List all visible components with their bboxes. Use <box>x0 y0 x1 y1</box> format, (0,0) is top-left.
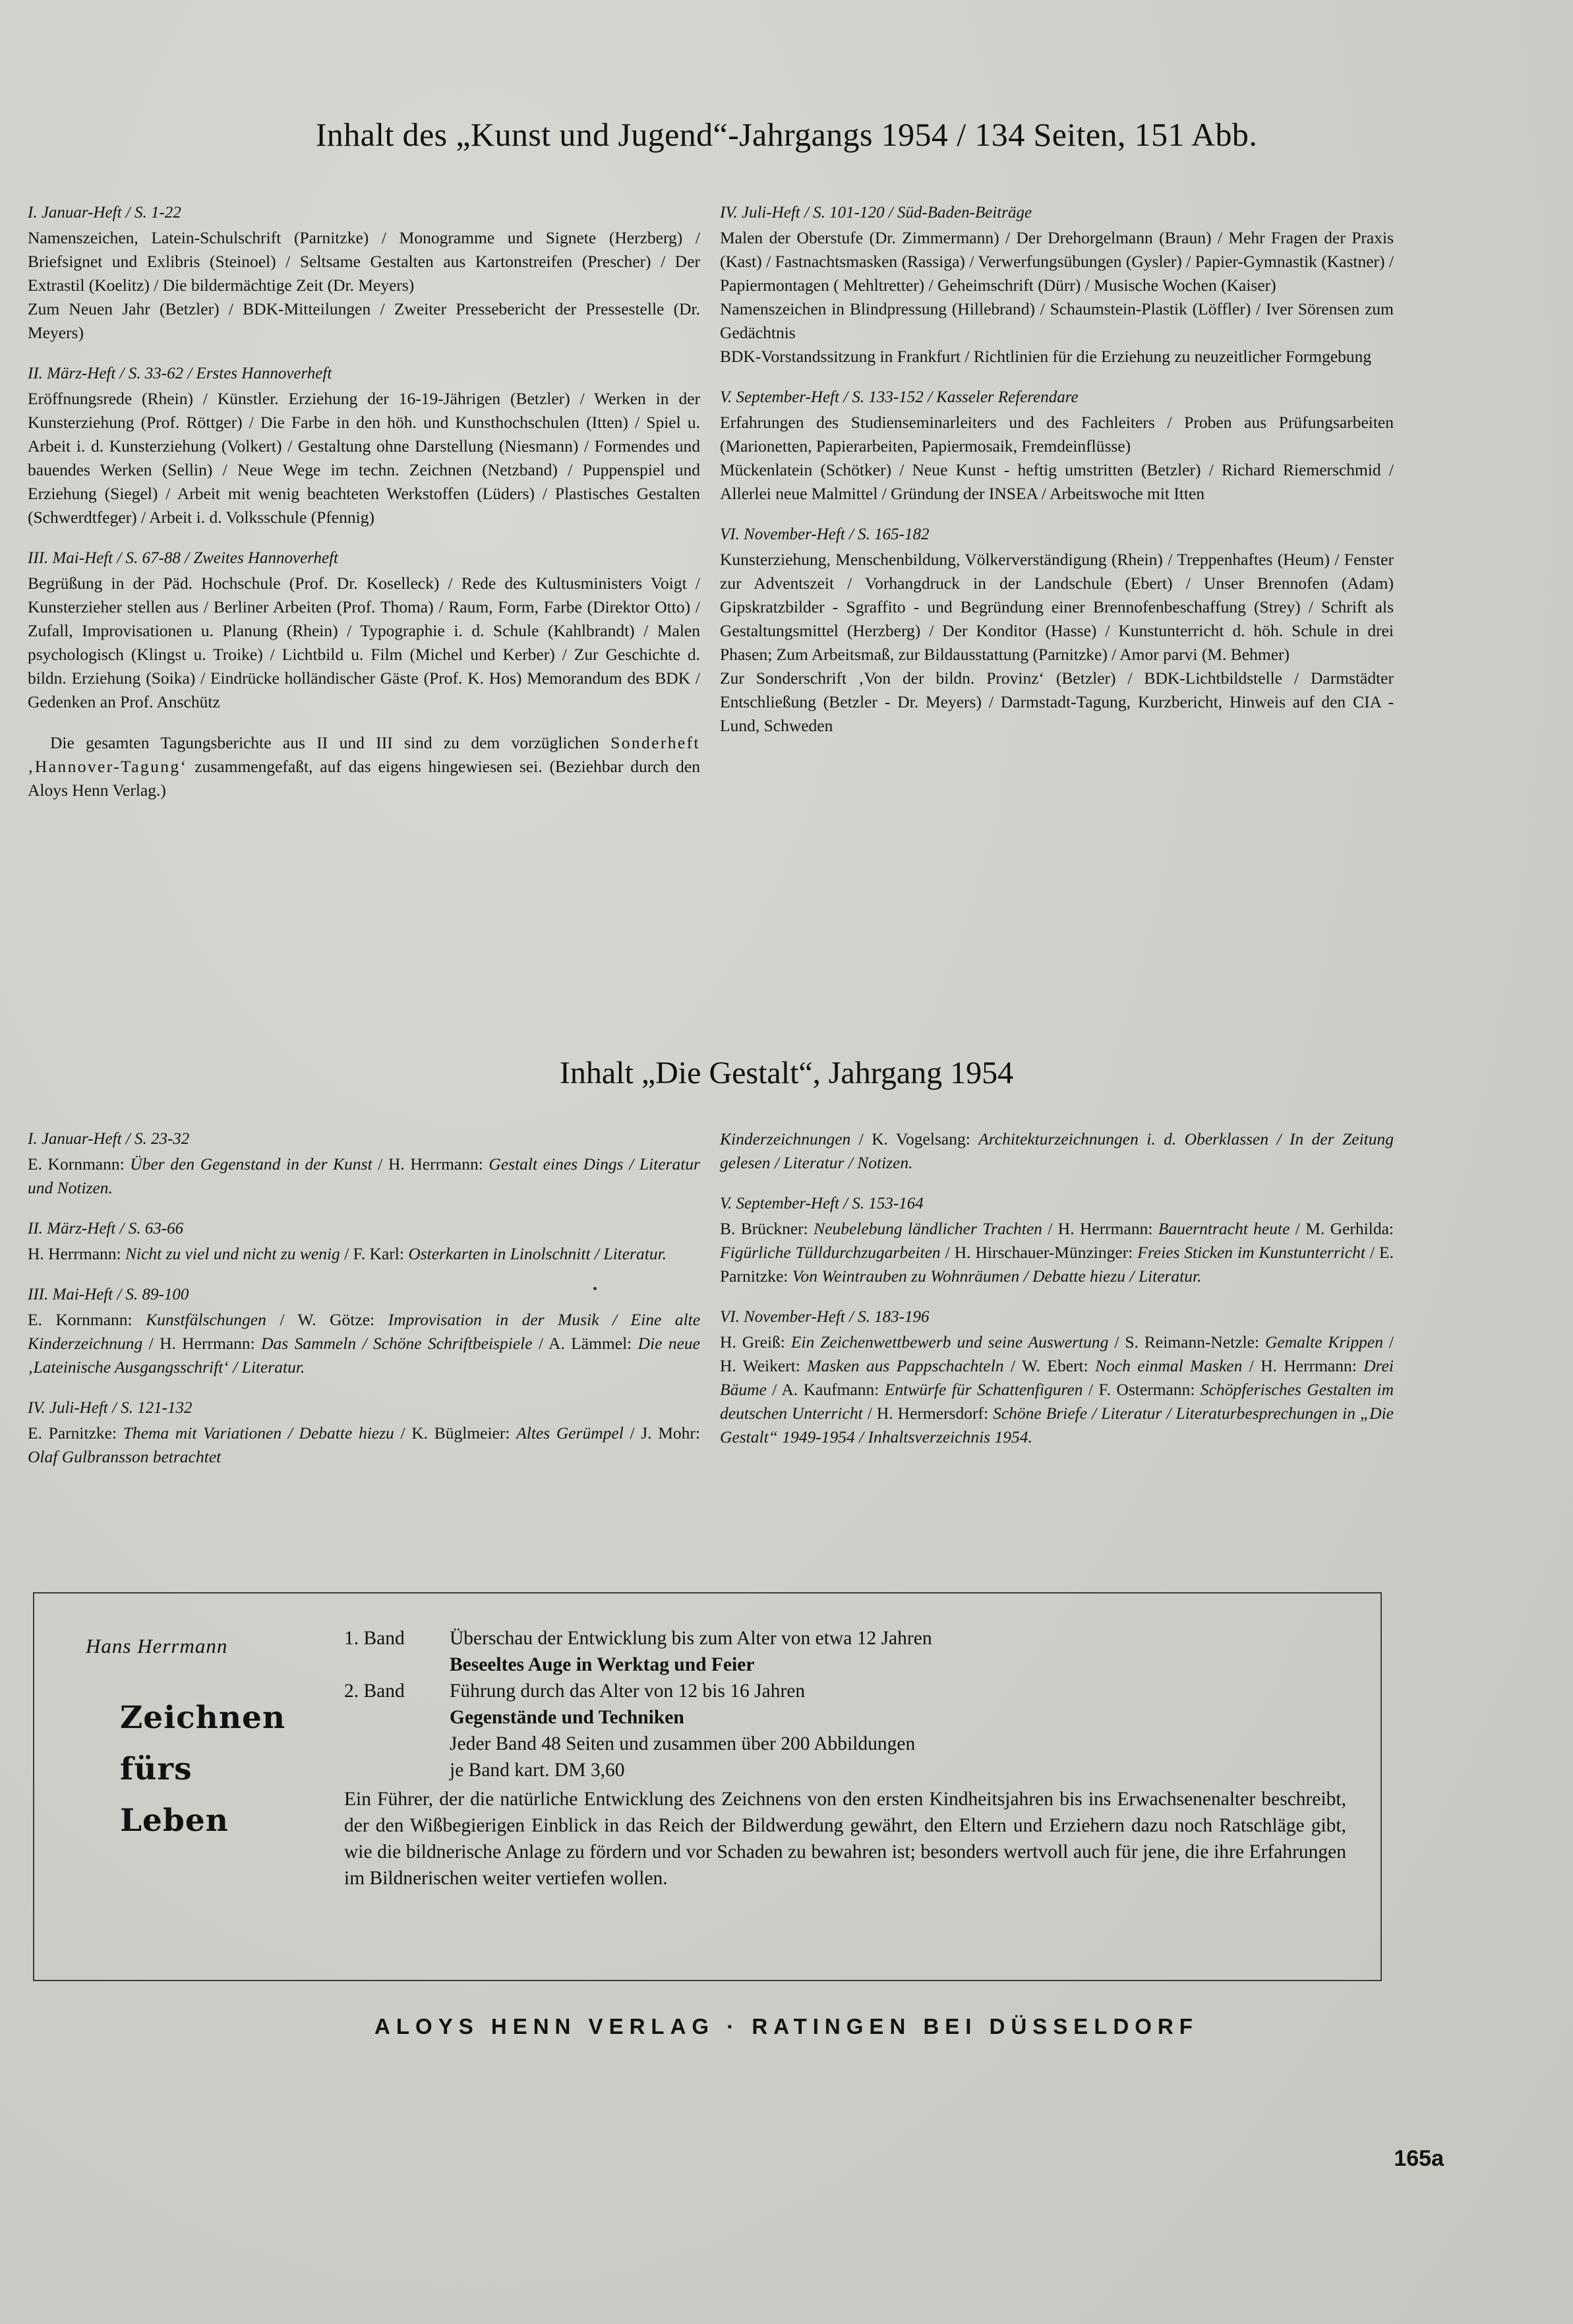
gestalt-right-text-run: / H. Weikert: <box>720 1332 1394 1375</box>
kuj-right-text: Malen der Oberstufe (Dr. Zimmermann) / Der Drehorgelmann (Braun) / Mehr Fragen der Praxis (Kast) / Fastnachtsmasken (Rassiga) / Verwerfungsübungen (Gysler) / Papier-Gymnastik (Kastner) / Papiermontagen ( Mehltretter) / Geheimschrift (Dürr) / Musische Wochen (Kaiser) <box>720 228 1394 295</box>
kuj-left-note-tail: zusammengefaßt, auf das eigens hingewiesen sei. (Beziehbar durch den Aloys Henn Verlag.) <box>28 757 700 800</box>
ad-volume-2-text: Führung durch das Alter von 12 bis 16 Jahren <box>450 1681 806 1702</box>
gestalt-right-text-run: Neubelebung ländlicher Trachten <box>814 1219 1048 1238</box>
kuj-left-text: Zum Neuen Jahr (Betzler) / BDK-Mitteilungen / Zweiter Pressebericht der Pressestelle (Dr. Meyers) <box>28 299 700 342</box>
kuj-right-text: Kunsterziehung, Menschenbildung, Völkerverständigung (Rhein) / Treppenhaftes (Heum) / Fenster zur Adventszeit / Vorhangdruck in der Landschule (Ebert) / Unser Brennofen (Adam) Gipskratzbilder - Sgraffito - und Begründung einer Brennofenbeschaffung (Strey) / Schrift als Gestaltungsmittel (Herzberg) / Der Konditor (Hasse) / Kunstunterricht d. höh. Schule in drei Phasen; Zum Arbeitsmaß, zur Bildausstattung (Parnitzke) / Amor parvi (M. Behmer) <box>720 550 1394 664</box>
gestalt-right-text-run: / M. Gerhilda: <box>1295 1219 1394 1238</box>
ad-volume-1-subtitle: Beseeltes Auge in Werktag und Feier <box>450 1654 755 1675</box>
gestalt-right-text-run: Freies Sticken im Kunstunterricht <box>1137 1243 1370 1262</box>
gestalt-right-text-run: / S. Reimann-Netzle: <box>1114 1332 1266 1352</box>
kuj-right-entry <box>720 386 1394 506</box>
kuj-left-entry <box>28 731 700 802</box>
gestalt-right-text-run: B. Brückner: <box>720 1219 814 1238</box>
gestalt-left-text-run: / K. Büglmeier: <box>400 1423 517 1443</box>
gestalt-right-text-run: Masken aus Pappschachteln <box>807 1356 1011 1375</box>
ad-price-row <box>344 1757 1346 1783</box>
gestalt-right-text-run: / W. Ebert: <box>1010 1356 1096 1375</box>
kuj-left-entry <box>28 547 700 714</box>
gestalt-left-text-run: Thema mit Variationen / Debatte hiezu <box>123 1423 401 1443</box>
gestalt-right-text-run: Entwürfe für Schattenfiguren <box>884 1380 1088 1399</box>
gestalt-right-column <box>720 1127 1394 1449</box>
kuj-right-text: Zur Sonderschrift ‚Von der bildn. Provinz‘ (Betzler) / BDK-Lichtbildstelle / Darmstädter Entschließung (Betzler - Dr. Meyers) / Darmstadt-Tagung, Kurzbericht, Hinweis auf den CIA - Lund, Schweden <box>720 669 1394 735</box>
page-number: 165a <box>1394 2146 1444 2171</box>
gestalt-right-text-run: Schöpferisches Gestalten im deutschen Unterricht <box>720 1380 1394 1423</box>
kuj-right-heading: IV. Juli-Heft / S. 101-120 / Süd-Baden-Beiträge <box>720 204 1032 222</box>
gestalt-right-text-run: Von Weintrauben zu Wohnräumen / Debatte hiezu / Literatur. <box>792 1266 1202 1286</box>
gestalt-left-text-run: Das Sammeln / Schöne Schriftbeispiele <box>261 1334 539 1353</box>
ad-spacer-2 <box>344 1704 450 1731</box>
kuj-left-note-emphasis: Sonderheft ‚Hannover-Tagung‘ <box>28 733 700 776</box>
kuj-right-text: Mückenlatein (Schötker) / Neue Kunst - heftig umstritten (Betzler) / Richard Riemerschmid / Allerlei neue Malmittel / Gründung der INSEA / Arbeitswoche mit Itten <box>720 460 1394 503</box>
ad-spacer-3 <box>344 1731 450 1757</box>
ad-volume-1-row <box>344 1625 1346 1652</box>
ad-extent-row <box>344 1731 1346 1757</box>
ad-body <box>344 1625 1346 1892</box>
page-title-die-gestalt: Inhalt „Die Gestalt“, Jahrgang 1954 <box>559 1056 1014 1090</box>
gestalt-left-text-run: E. Kornmann: <box>28 1310 146 1329</box>
gestalt-right-text-run: Ein Zeichenwettbewerb und seine Auswertung <box>790 1332 1115 1352</box>
ad-volume-1-subtitle-row <box>344 1652 1346 1678</box>
kuj-right-heading: V. September-Heft / S. 133-152 / Kasseler Referendare <box>720 388 1079 406</box>
gestalt-right-text-run: Architekturzeichnungen i. d. Oberklassen / In der Zeitung gelesen / Literatur / Notizen. <box>720 1129 1394 1172</box>
gestalt-left-entry <box>28 1283 700 1379</box>
gestalt-right-text-run: / F. Ostermann: <box>1088 1380 1201 1399</box>
kuj-left-note <box>28 731 700 802</box>
gestalt-right-text-run: Schöne Briefe / Literatur / Literaturbesprechungen in „Die Gestalt“ 1949-1954 / Inhaltsverzeichnis 1954. <box>720 1404 1394 1446</box>
kuj-right-text: Namenszeichen in Blindpressung (Hillebrand) / Schaumstein-Plastik (Löffler) / Iver Sörensen zum Gedächtnis <box>720 299 1394 342</box>
gestalt-left-text-run: Über den Gegenstand in der Kunst <box>130 1154 378 1174</box>
gestalt-right-heading: V. September-Heft / S. 153-164 <box>720 1195 924 1212</box>
gestalt-right-text-run: H. Greiß: <box>720 1332 791 1352</box>
gestalt-right-text-run: Figürliche Tülldurchzugarbeiten <box>720 1243 945 1262</box>
gestalt-left-text-run: E. Parnitzke: <box>28 1423 123 1443</box>
gestalt-left-heading: IV. Juli-Heft / S. 121-132 <box>28 1399 193 1417</box>
kuj-left-text: Namenszeichen, Latein-Schulschrift (Parnitzke) / Monogramme und Signete (Herzberg) / Briefsignet und Exlibris (Steinoel) / Seltsame Gestalten aus Kartonstreifen (Prescher) / Der Extrastil (Koelitz) / Die bildermächtige Zeit (Dr. Meyers) <box>28 228 700 295</box>
ad-volume-1-label: 1. Band <box>344 1628 405 1649</box>
kuj-left-heading: III. Mai-Heft / S. 67-88 / Zweites Hannoverheft <box>28 549 338 567</box>
gestalt-left-text-run: Altes Gerümpel <box>516 1423 630 1443</box>
ad-volume-2-label: 2. Band <box>344 1681 405 1702</box>
kuj-left-note-part: Die gesamten Tagungsberichte aus II und III sind zu dem vorzüglichen <box>50 733 611 752</box>
gestalt-left-text-run: Osterkarten in Linolschnitt / Literatur. <box>408 1244 667 1263</box>
gestalt-left-text <box>28 1421 700 1469</box>
gestalt-left-column <box>28 1127 700 1469</box>
gestalt-right-text-run: Kinderzeichnungen <box>720 1129 859 1148</box>
ad-extent-note: Jeder Band 48 Seiten und zusammen über 200 Abbildungen <box>450 1733 916 1754</box>
gestalt-left-text-run: / A. Lämmel: <box>538 1334 638 1353</box>
gestalt-left-text-run: Improvisation in der Musik / Eine alte Kinderzeichnung <box>28 1310 701 1353</box>
gestalt-right-text-run: / H. Herrmann: <box>1249 1356 1364 1375</box>
gestalt-right-entry <box>720 1127 1394 1175</box>
gestalt-left-entry <box>28 1127 700 1200</box>
gestalt-right-entry <box>720 1192 1394 1288</box>
ink-speck <box>593 1287 597 1290</box>
ad-volume-2-row <box>344 1678 1346 1704</box>
kuj-left-text: Begrüßung in der Päd. Hochschule (Prof. Dr. Koselleck) / Rede des Kultusministers Voigt / Kunsterzieher stellen aus / Berliner Arbeiten (Prof. Thoma) / Raum, Form, Farbe (Direktor Otto) / Zufall, Improvisationen u. Planung (Rhein) / Typographie i. d. Schule (Kahlbrandt) / Malen psychologisch (Klingst u. Troike) / Lichtbild u. Film (Michel und Kerber) / Zur Geschichte d. bildn. Erziehung (Soika) / Eindrücke holländischer Gäste (Prof. K. Hos) Memorandum des BDK / Gedenken an Prof. Anschütz <box>28 574 700 711</box>
ad-volume-2-subtitle-row <box>344 1704 1346 1731</box>
gestalt-right-text-run: / K. Vogelsang: <box>858 1129 979 1148</box>
gestalt-left-text <box>28 1242 700 1266</box>
advertisement-box <box>33 1592 1382 1981</box>
gestalt-right-text-run: / E. Parnitzke: <box>720 1243 1394 1286</box>
gestalt-left-text-run: / W. Götze: <box>280 1310 388 1329</box>
gestalt-left-text-run: Olaf Gulbransson betrachtet <box>28 1447 222 1466</box>
gestalt-right-text <box>720 1217 1394 1288</box>
gestalt-right-text-run: / A. Kaufmann: <box>772 1380 885 1399</box>
gestalt-left-text <box>28 1308 700 1379</box>
kuj-left-heading: I. Januar-Heft / S. 1-22 <box>28 204 181 222</box>
kuj-left-entry <box>28 362 700 529</box>
ad-volume-1-text: Überschau der Entwicklung bis zum Alter von etwa 12 Jahren <box>450 1628 932 1649</box>
ad-book-title <box>120 1692 338 1847</box>
gestalt-right-heading: VI. November-Heft / S. 183-196 <box>720 1308 930 1326</box>
kuj-right-text: Erfahrungen des Studienseminarleiters und des Fachleiters / Proben aus Prüfungsarbeiten (Marionetten, Papierarbeiten, Papiermosaik, Fremdeinflüsse) <box>720 413 1394 456</box>
gestalt-right-text-run: Noch einmal Masken <box>1095 1356 1249 1375</box>
gestalt-left-heading: II. März-Heft / S. 63-66 <box>28 1220 184 1237</box>
kuj-right-column <box>720 201 1394 738</box>
ad-price-note: je Band kart. DM 3,60 <box>450 1760 625 1781</box>
gestalt-left-text-run: / J. Mohr: <box>630 1423 700 1443</box>
gestalt-right-entry <box>720 1305 1394 1449</box>
gestalt-left-text <box>28 1152 700 1200</box>
gestalt-right-text-run: / H. Hirschauer-Münzinger: <box>945 1243 1138 1262</box>
kuj-right-entry <box>720 201 1394 369</box>
gestalt-left-text-run: Kunstfälschungen <box>146 1310 280 1329</box>
ad-spacer-1 <box>344 1652 450 1678</box>
ad-description: Ein Führer, der die natürliche Entwicklung des Zeichnens von den ersten Kindheitsjahren bis ins Erwachsenenalter beschreibt, der den Wißbegierigen Einblick in das Reich der Bildwerdung gewährt, den Eltern und Erziehern dazu noch Ratschläge gibt, wie die bildnerische Anlage zu fördern und vor Schaden zu bewahren ist; besonders wertvoll auch für jene, die ihre Erfahrungen im Bildnerischen weiter vertiefen wollen. <box>344 1789 1346 1889</box>
gestalt-left-text-run: / H. Herrmann: <box>378 1154 489 1174</box>
kuj-right-text: BDK-Vorstandssitzung in Frankfurt / Richtlinien für die Erziehung zu neuzeitlicher Formgebung <box>720 347 1372 366</box>
kuj-left-column <box>28 201 700 802</box>
kuj-left-heading: II. März-Heft / S. 33-62 / Erstes Hannoverheft <box>28 365 332 382</box>
kuj-right-entry <box>720 523 1394 738</box>
kuj-left-entry <box>28 201 700 345</box>
kuj-right-heading: VI. November-Heft / S. 165-182 <box>720 525 930 543</box>
ad-title-line-2: fürs <box>120 1751 193 1787</box>
ad-spacer-4 <box>344 1757 450 1783</box>
gestalt-left-text-run: Die neue ‚Lateinische Ausgangsschrift‘ / Literatur. <box>28 1334 700 1377</box>
gestalt-left-text-run: Gestalt eines Dings / Literatur und Notizen. <box>28 1154 700 1197</box>
gestalt-left-text-run: E. Kornmann: <box>28 1154 131 1174</box>
gestalt-right-text <box>720 1330 1394 1449</box>
gestalt-right-text-run: / H. Hermersdorf: <box>867 1404 994 1423</box>
gestalt-right-text-run: / H. Herrmann: <box>1048 1219 1158 1238</box>
gestalt-left-text-run: / F. Karl: <box>344 1244 409 1263</box>
gestalt-right-text-run: Gemalte Krippen <box>1265 1332 1389 1352</box>
gestalt-left-text-run: Nicht zu viel und nicht zu wenig <box>125 1244 345 1263</box>
ad-author-name: Hans Herrmann <box>86 1634 228 1657</box>
gestalt-left-text-run: / H. Herrmann: <box>148 1334 262 1353</box>
publisher-line: ALOYS HENN VERLAG · RATINGEN BEI DÜSSELDORF <box>374 2014 1199 2039</box>
gestalt-right-text <box>720 1127 1394 1175</box>
ad-volume-2-subtitle: Gegenstände und Techniken <box>450 1707 684 1728</box>
gestalt-right-text-run: Drei Bäume <box>720 1356 1394 1399</box>
ad-title-line-3: Leben <box>120 1803 229 1839</box>
gestalt-left-entry <box>28 1217 700 1266</box>
gestalt-left-heading: III. Mai-Heft / S. 89-100 <box>28 1286 189 1303</box>
gestalt-left-entry <box>28 1396 700 1469</box>
page-title-kunst-und-jugend: Inhalt des „Kunst und Jugend“-Jahrgangs 1954 / 134 Seiten, 151 Abb. <box>315 116 1258 153</box>
gestalt-right-text-run: Bauerntracht heute <box>1158 1219 1295 1238</box>
ad-title-line-1: Zeichnen <box>120 1700 286 1736</box>
kuj-left-text: Eröffnungsrede (Rhein) / Künstler. Erziehung der 16-19-Jährigen (Betzler) / Werken in der Kunsterziehung (Prof. Röttger) / Die Farbe in den höh. und Kunsthochschulen (Itten) / Spiel u. Arbeit i. d. Kunsterziehung (Volkert) / Gestaltung ohne Darstellung (Niesmann) / Formendes und bauendes Werken (Sellin) / Neue Wege im techn. Zeichnen (Netzband) / Puppenspiel und Erziehung (Siegel) / Arbeit mit wenig beachteten Werkstoffen (Lüders) / Plastisches Gestalten (Schwerdtfeger) / Arbeit i. d. Volksschule (Pfennig) <box>28 389 700 527</box>
gestalt-left-heading: I. Januar-Heft / S. 23-32 <box>28 1130 190 1148</box>
gestalt-left-text-run: H. Herrmann: <box>28 1244 125 1263</box>
